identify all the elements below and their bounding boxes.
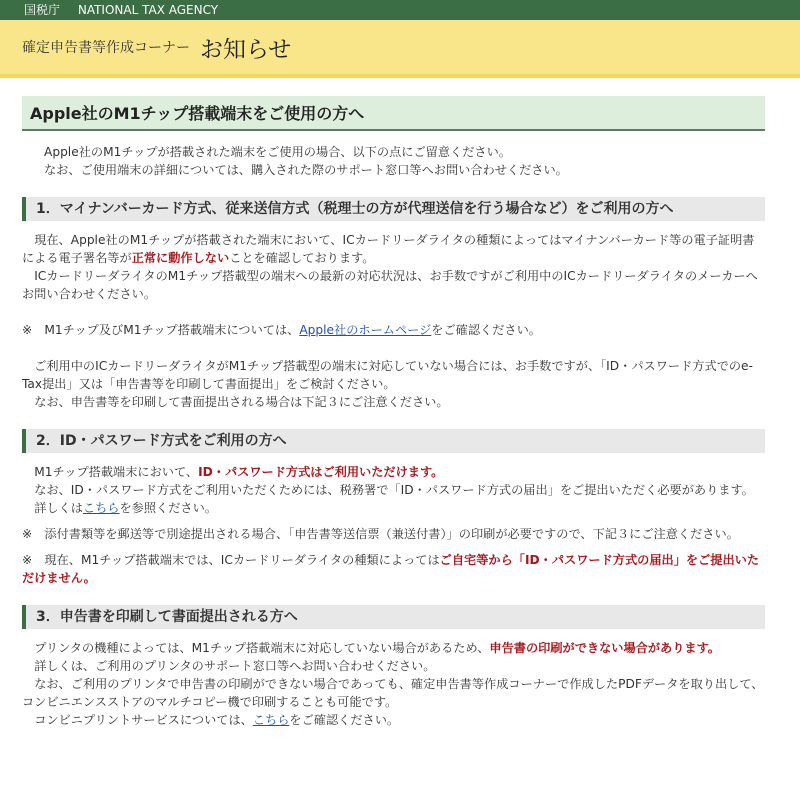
section-2-paragraph-3	[22, 499, 765, 517]
section-1-paragraph-2: ICカードリーダライタのM1チップ搭載型の端末への最新の対応状況は、お手数ですがご利用中のICカードリーダライタのメーカーへお問い合わせください。	[22, 269, 758, 301]
warning-text: 申告書の印刷ができない場合があります。	[489, 641, 720, 655]
corner-name: 確定申告書等作成コーナー	[22, 40, 190, 56]
warning-text: ID・パスワード方式はご利用いただけます。	[198, 465, 444, 479]
text: 詳しくは	[34, 501, 83, 515]
warning-text: 正常に動作しない	[131, 251, 230, 265]
convenience-print-link[interactable]: こちら	[252, 713, 290, 727]
notice-content	[22, 96, 765, 729]
text: をご確認ください。	[289, 713, 400, 727]
section-3-body	[22, 639, 765, 729]
text: プリンタの機種によっては、M1チップ搭載端末に対応していない場合があるため、	[34, 641, 490, 655]
intro-line-2: なお、ご使用端末の詳細については、購入された際のサポート窓口等へお問い合わせください。	[44, 163, 568, 177]
page-title: お知らせ	[200, 36, 292, 63]
page-title-bar	[0, 20, 800, 78]
section-3-paragraph-2: 詳しくは、ご利用のプリンタのサポート窓口等へお問い合わせください。	[34, 659, 436, 673]
section-2-paragraph-1	[22, 463, 765, 481]
agency-name-en: NATIONAL TAX AGENCY	[77, 3, 219, 17]
section-3-paragraph-1	[22, 639, 765, 657]
section-1-body	[22, 231, 765, 411]
text: を参照ください。	[119, 501, 217, 515]
text: 現在、Apple社のM1チップが搭載された端末において、ICカードリーダライタの種類によってはマイナンバーカード等の電子証明書による電子署名等が	[22, 233, 755, 265]
main-heading: Apple社のM1チップ搭載端末をご使用の方へ	[22, 96, 765, 131]
text: をご確認ください。	[431, 323, 541, 337]
section-2-note-1: ※ 添付書類等を郵送等で別途提出される場合、「申告書等送信票（兼送付書）」の印刷が必要ですので、下記３にご注意ください。	[22, 527, 739, 541]
text: ※ M1チップ及びM1チップ搭載端末については、	[22, 323, 300, 337]
section-1-paragraph-1	[22, 231, 765, 267]
agency-name-jp: 国税庁	[24, 3, 61, 17]
section-2-body	[22, 463, 765, 587]
section-2-note-2	[22, 551, 765, 587]
section-3-paragraph-4	[22, 711, 765, 729]
section-2-heading: 2．ID・パスワード方式をご利用の方へ	[22, 429, 765, 453]
section-1-paragraph-4: なお、申告書等を印刷して書面提出される場合は下記３にご注意ください。	[34, 395, 449, 409]
text: ことを確認しております。	[229, 251, 375, 265]
warning-text: ご自宅等から「ID・パスワード方式の届出」をご提出いただけません。	[22, 553, 760, 585]
section-3-heading: 3．申告書を印刷して書面提出される方へ	[22, 605, 765, 629]
agency-header-bar	[0, 0, 800, 20]
section-1-heading: 1．マイナンバーカード方式、従来送信方式（税理士の方が代理送信を行う場合など）をご利用の方へ	[22, 197, 765, 221]
section-3-paragraph-3: なお、ご利用のプリンタで申告書の印刷ができない場合であっても、確定申告書等作成コーナーで作成したPDFデータを取り出して、コンビニエンスストアのマルチコピー機で印刷することも可能です。	[22, 677, 764, 709]
section-1-paragraph-3: ご利用中のICカードリーダライタがM1チップ搭載型の端末に対応していない場合には、お手数ですが、「ID・パスワード方式でのe-Tax提出」又は「申告書等を印刷して書面提出」をご検討ください。	[22, 359, 753, 391]
text: ※ 現在、M1チップ搭載端末では、ICカードリーダライタの種類によっては	[22, 553, 440, 567]
section-2-paragraph-2: なお、ID・パスワード方式をご利用いただくためには、税務署で「ID・パスワード方式の届出」をご提出いただく必要があります。	[34, 483, 754, 497]
details-link[interactable]: こちら	[82, 501, 120, 515]
intro-line-1: Apple社のM1チップが搭載された端末をご使用の場合、以下の点にご留意ください。	[44, 145, 511, 159]
apple-homepage-link[interactable]: Apple社のホームページ	[299, 323, 432, 337]
text: コンビニプリントサービスについては、	[34, 713, 253, 727]
intro	[22, 143, 765, 179]
text: M1チップ搭載端末において、	[34, 465, 199, 479]
section-1-note	[22, 321, 765, 339]
